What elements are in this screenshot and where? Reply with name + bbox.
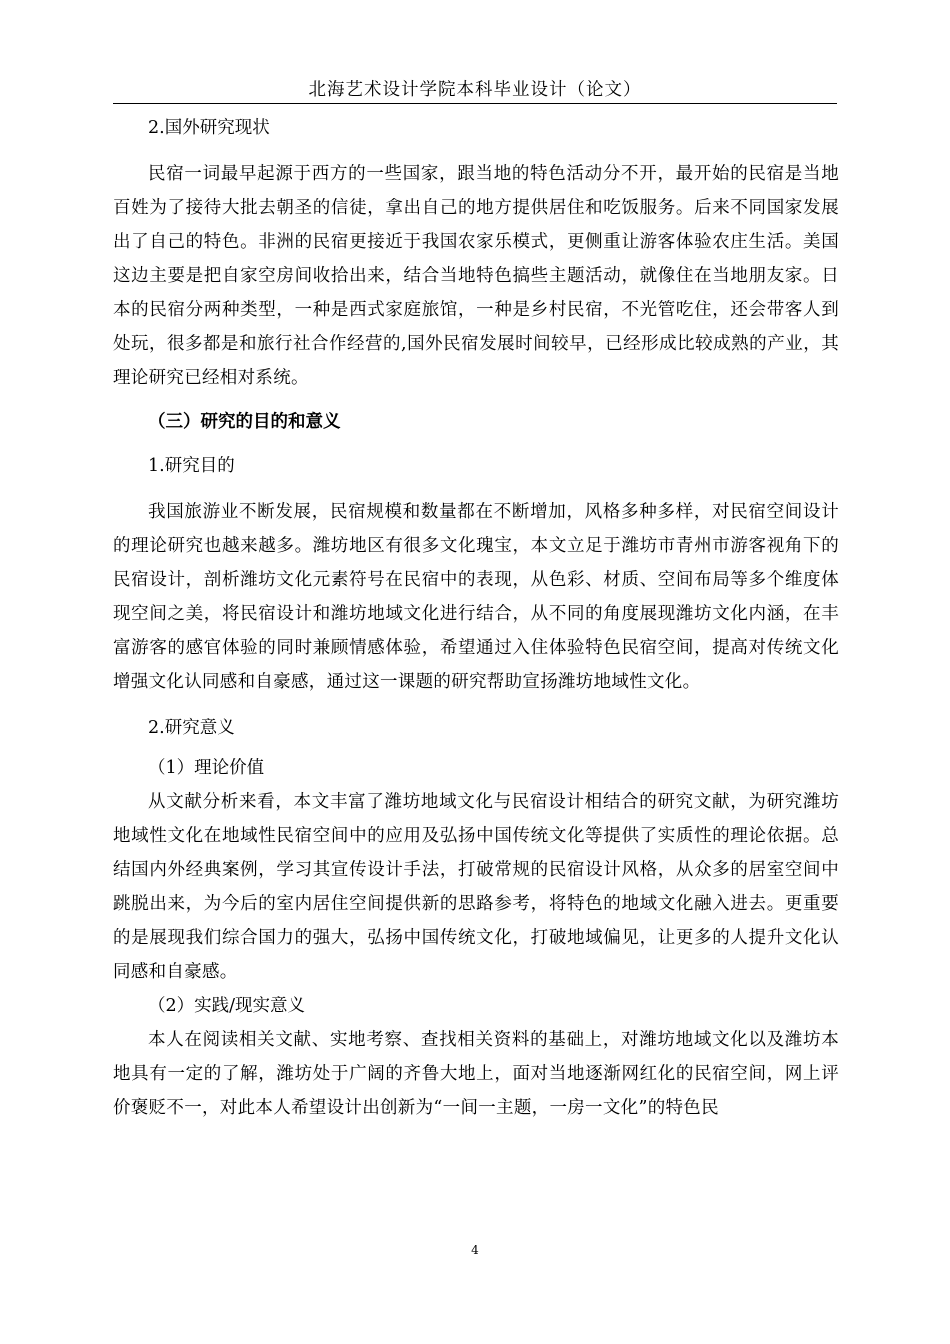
section-heading-foreign-research: 2.国外研究现状 xyxy=(148,118,270,138)
section-heading-research-purpose: 1.研究目的 xyxy=(148,456,235,476)
section-heading-research-significance: 2.研究意义 xyxy=(148,718,235,738)
section-heading-purpose-significance: （三）研究的目的和意义 xyxy=(148,412,341,432)
paragraph-research-purpose: 我国旅游业不断发展，民宿规模和数量都在不断增加，风格多种多样，对民宿空间设计的理论研究也越来越多。潍坊地区有很多文化瑰宝，本文立足于潍坊市青州市游客视角下的民宿设计，剖析潍坊文化元素符号在民宿中的表现，从色彩、材质、空间布局等多个维度体现空间之美，将民宿设计和潍坊地域文化进行结合，从不同的角度展现潍坊文化内涵，在丰富游客的感官体验的同时兼顾情感体验，希望通过入住体验特色民宿空间，提高对传统文化增强文化认同感和自豪感，通过这一课题的研究帮助宣扬潍坊地域性文化。 xyxy=(113,502,839,692)
subheading-theoretical-value: （1）理论价值 xyxy=(148,758,265,778)
paragraph-theoretical-value: 从文献分析来看，本文丰富了潍坊地域文化与民宿设计相结合的研究文献，为研究潍坊地域性文化在地域性民宿空间中的应用及弘扬中国传统文化等提供了实质性的理论依据。总结国内外经典案例，学习其宣传设计手法，打破常规的民宿设计风格，从众多的居室空间中跳脱出来，为今后的室内居住空间提供新的思路参考，将特色的地域文化融入进去。更重要的是展现我们综合国力的强大，弘扬中国传统文化，打破地域偏见，让更多的人提升文化认同感和自豪感。 xyxy=(113,792,839,982)
page-number: 4 xyxy=(471,1243,479,1257)
paragraph-practical-significance: 本人在阅读相关文献、实地考察、查找相关资料的基础上，对潍坊地域文化以及潍坊本地具有一定的了解，潍坊处于广阔的齐鲁大地上，面对当地逐渐网红化的民宿空间，网上评价褒贬不一，对此本人希望设计出创新为“一间一主题，一房一文化”的特色民 xyxy=(113,1030,839,1118)
page-body xyxy=(113,111,839,1125)
paragraph-foreign-research: 民宿一词最早起源于西方的一些国家，跟当地的特色活动分不开，最开始的民宿是当地百姓为了接待大批去朝圣的信徒，拿出自己的地方提供居住和吃饭服务。后来不同国家发展出了自己的特色。非洲的民宿更接近于我国农家乐模式，更侧重让游客体验农庄生活。美国这边主要是把自家空房间收拾出来，结合当地特色搞些主题活动，就像住在当地朋友家。日本的民宿分两种类型，一种是西式家庭旅馆，一种是乡村民宿，不光管吃住，还会带客人到处玩，很多都是和旅行社合作经营的,国外民宿发展时间较早，已经形成比较成熟的产业，其理论研究已经相对系统。 xyxy=(113,164,839,388)
running-header: 北海艺术设计学院本科毕业设计（论文） xyxy=(308,80,642,100)
header-rule xyxy=(113,103,837,104)
subheading-practical-significance: （2）实践/现实意义 xyxy=(148,996,306,1016)
